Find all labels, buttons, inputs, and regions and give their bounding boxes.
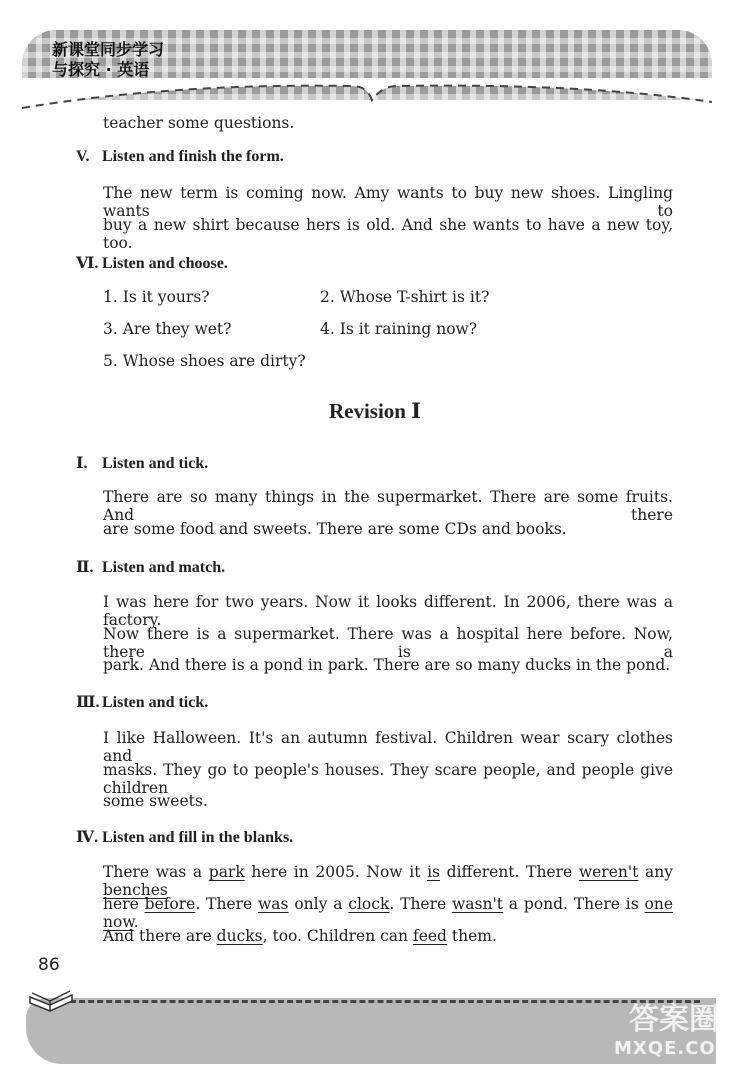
blank-answer: one — [644, 895, 673, 913]
blank-answer: ducks — [216, 927, 263, 945]
text-run: different. There — [440, 863, 579, 881]
blank-answer: now — [103, 913, 134, 931]
revision-3-text-line: I like Halloween. It's an autumn festival. Children wear scary clothes and — [103, 729, 673, 765]
footer-banner — [26, 998, 716, 1064]
revision-1-heading — [76, 453, 208, 473]
section-5-heading — [76, 148, 284, 166]
fill-blank-line-3 — [103, 927, 497, 945]
revision-1-number: Ⅰ. — [76, 455, 88, 472]
text-run: a pond. There is — [502, 895, 645, 913]
section-5-text-line: buy a new shirt because hers is old. And she wants to have a new toy, too. — [103, 216, 673, 252]
book-title-line2: 与探究 · 英语 — [52, 60, 150, 79]
watermark-logo-text: 答案圈 — [629, 1002, 719, 1037]
blank-answer: before — [144, 895, 196, 913]
blank-answer: park — [208, 863, 245, 881]
revision-3-text-line: masks. They go to people's houses. They scare people, and people give children — [103, 761, 673, 797]
text-run: them. — [446, 927, 497, 945]
blank-answer: wasn't — [452, 895, 503, 913]
blank-answer: was — [258, 895, 289, 913]
text-run: . — [133, 913, 139, 931]
book-title — [52, 40, 164, 80]
text-run: any — [638, 863, 673, 881]
page-number: 86 — [38, 955, 60, 975]
revision-3-text-line: some sweets. — [103, 792, 208, 810]
revision-2-text-line: I was here for two years. Now it looks different. In 2006, there was a factory. — [103, 593, 673, 629]
section-6-number: Ⅵ. — [76, 255, 99, 272]
blank-answer: feed — [412, 927, 447, 945]
blank-answer: benches — [103, 881, 168, 899]
revision-2-text-line: Now there is a supermarket. There was a hospital here before. Now, there is a — [103, 625, 673, 661]
choose-item: 2. Whose T-shirt is it? — [320, 288, 490, 306]
revision-3-heading — [76, 692, 208, 712]
revision-4-number: Ⅳ. — [76, 829, 99, 846]
section-5-title: Listen and finish the form. — [102, 148, 284, 165]
text-run: There was a — [103, 863, 209, 881]
watermark-url: MXQE.COM — [614, 1038, 735, 1059]
revision-1-text-line: are some food and sweets. There are some CDs and books. — [103, 520, 567, 538]
revision-4-title: Listen and fill in the blanks. — [102, 829, 294, 846]
text-run: only a — [288, 895, 349, 913]
revision-1-text-line: There are so many things in the supermarket. There are some fruits. And there — [103, 488, 673, 524]
choose-item: 1. Is it yours? — [103, 288, 210, 306]
site-watermark — [614, 1002, 734, 1072]
revision-3-title: Listen and tick. — [102, 694, 209, 711]
text-run: here in 2005. Now it — [244, 863, 428, 881]
text-run: here — [103, 895, 145, 913]
fill-blank-line-2 — [103, 895, 673, 931]
revision-2-text-line: park. And there is a pond in park. There are so many ducks in the pond. — [103, 656, 671, 674]
book-title-line1: 新课堂同步学习 — [52, 40, 165, 59]
revision-1-title: Listen and tick. — [102, 455, 209, 472]
text-run: . There — [389, 895, 453, 913]
revision-2-title: Listen and match. — [102, 559, 226, 576]
text-run: And there are — [103, 927, 217, 945]
blank-answer: weren't — [578, 863, 639, 881]
blank-answer: clock — [348, 895, 390, 913]
header-wave-decoration — [22, 78, 712, 118]
choose-item: 5. Whose shoes are dirty? — [103, 352, 306, 370]
section-6-heading — [76, 253, 228, 273]
open-book-icon — [26, 975, 76, 1015]
blank-answer: is — [427, 863, 441, 881]
revision-title: Revision Ⅰ — [328, 399, 422, 423]
footer-dashed-line — [70, 1000, 700, 1003]
revision-2-heading — [76, 557, 225, 577]
continued-line: teacher some questions. — [103, 114, 295, 132]
choose-item: 3. Are they wet? — [103, 320, 232, 338]
section-6-title: Listen and choose. — [102, 255, 228, 272]
text-run: . There — [195, 895, 259, 913]
section-5-number: V. — [76, 148, 90, 165]
revision-4-heading — [76, 827, 293, 847]
revision-2-number: Ⅱ. — [76, 559, 94, 576]
section-5-text-line: The new term is coming now. Amy wants to buy new shoes. Lingling wants to — [103, 184, 673, 220]
choose-item: 4. Is it raining now? — [320, 320, 478, 338]
text-run: , too. Children can — [262, 927, 413, 945]
fill-blank-line-1 — [103, 863, 673, 899]
revision-3-number: Ⅲ. — [76, 694, 100, 711]
